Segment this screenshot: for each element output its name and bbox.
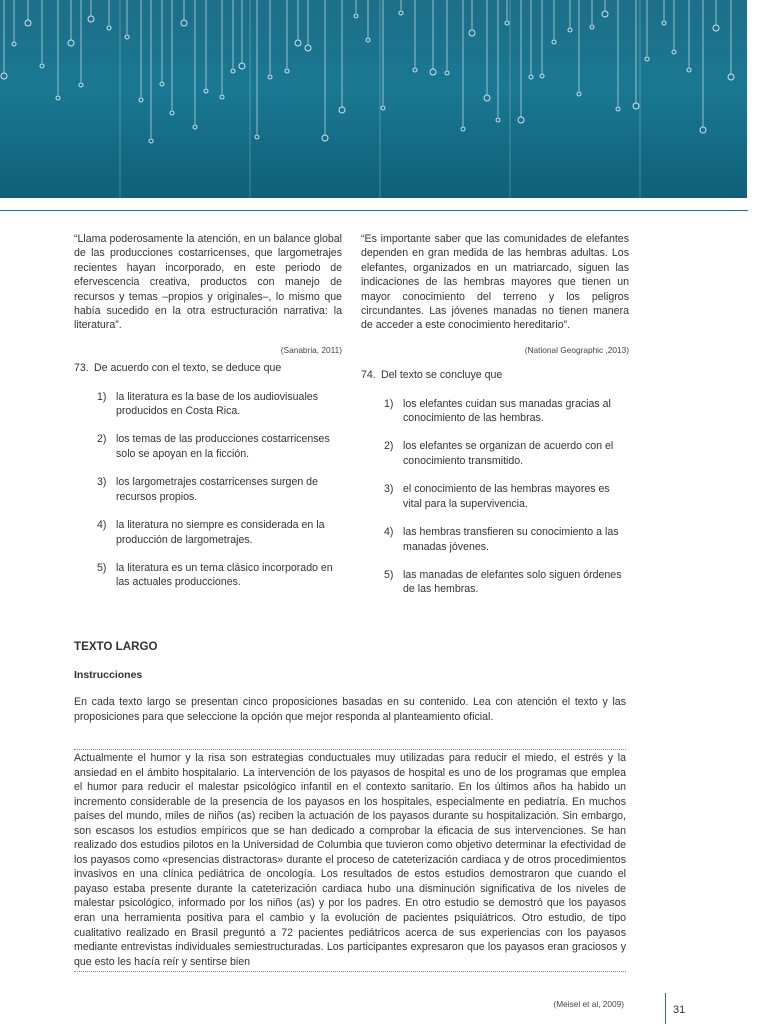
section-instructions: En cada texto largo se presentan cinco proposiciones basadas en su contenido. Lea con atención el texto y las proposiciones para que seleccione la opción que mejor responda al planteamiento oficial. xyxy=(74,696,626,723)
option-number: 2) xyxy=(97,433,107,446)
question-stem xyxy=(74,361,342,375)
option-text: las hembras transfieren su conocimiento a las manadas jóvenes. xyxy=(403,526,619,553)
option-number: 4) xyxy=(384,526,394,539)
quote-citation: (National Geographic ,2013) xyxy=(524,344,629,355)
option-item[interactable] xyxy=(97,390,342,419)
option-number: 1) xyxy=(384,397,394,410)
option-item[interactable] xyxy=(97,561,342,590)
option-text: los elefantes se organizan de acuerdo con el conocimiento transmitido. xyxy=(403,440,614,467)
option-text: la literatura no siempre es considerada en la producción de largometrajes. xyxy=(116,519,325,546)
option-item[interactable] xyxy=(97,475,342,504)
option-text: la literatura es un tema clásico incorporado en las actuales producciones. xyxy=(116,561,333,589)
section-subtitle: Instrucciones xyxy=(74,669,143,681)
option-text: las manadas de elefantes solo siguen órdenes de las hembras. xyxy=(403,568,622,596)
option-text: la literatura es la base de los audiovisuales producidos en Costa Rica. xyxy=(116,390,318,418)
option-item[interactable] xyxy=(384,525,629,554)
long-text-passage: Actualmente el humor y la risa son estrategias conductuales muy utilizadas para reducir el miedo, el estrés y la ansiedad en el ámbito hospitalario. La intervención de los payasos de hospital es uno de los programas que emplea el humor para reducir el malestar psicológico infantil en el contexto sanitario. En los últimos años ha habido un incremento considerable de la presencia de los payasos en los hospitales, especialmente en pediatría. En muchos países del mundo, miles de niños (as) reciben la actuación de los payasos durante su hospitalización. Sin embargo, son escasos los estudios empíricos que se han dedicado a comprobar la eficacia de sus intervenciones. Se han realizado dos estudios pilotos en la Universidad de Columbia que tuvieron como objetivo determinar la efectividad de los payasos como «presencias distractoras» durante el proceso de cateterización cardiaca y de otros procedimientos invasivos en una clínica pediátrica de oncología. Los resultados de estos estudios demostraron que cuando el payaso estaba presente durante la cateterización cardiaca hubo una disminución significativa de los niveles de malestar psicológico, informado por los niños (as) y por los padres. En otro estudio se demostró que los payasos eran una herramienta positiva para el cambio y la evolución de pacientes psiquiátricos. Otro estudio, de tipo cualitativo realizado en Brasil preguntó a 72 pacientes pediátricos acerca de sus experiencias con los payasos mediante entrevistas individuales semiestructuradas. Los participantes expresaron que los payasos eran graciosos y que esto les hacía reír y sentirse bien xyxy=(74,749,626,972)
option-item[interactable] xyxy=(384,568,629,597)
option-number: 3) xyxy=(97,476,107,489)
option-number: 3) xyxy=(384,483,394,496)
question-text: Del texto se concluye que xyxy=(381,369,503,382)
question-stem xyxy=(361,368,629,382)
quote-citation: (Sanabria, 2011) xyxy=(280,344,342,355)
option-item[interactable] xyxy=(384,482,629,511)
answer-options xyxy=(97,390,342,590)
option-number: 1) xyxy=(97,390,107,403)
question-text: De acuerdo con el texto, se deduce que xyxy=(94,362,282,375)
option-text: los largometrajes costarricenses surgen de recursos propios. xyxy=(116,476,318,503)
page-number: 31 xyxy=(673,1004,686,1016)
quote-text: “Llama poderosamente la atención, en un balance global de las producciones costarricenses, que largometrajes recientes hayan incorporado, en este periodo de efervescencia creativa, productos con manejo de recursos y temas –propios y originales–, lo mismo que había sucedido en la otra estructuración narrativa: la literatura”. xyxy=(74,233,342,332)
option-text: los temas de las producciones costarricenses solo se apoyan en la ficción. xyxy=(116,433,330,460)
option-item[interactable] xyxy=(97,518,342,547)
quote-text: “Es importante saber que las comunidades de elefantes dependen en gran medida de las hembras adultas. Los elefantes, organizados en un matriarcado, siguen las indicaciones de las hembras mayores que tienen un mayor conocimiento del terreno y los peligros circundantes. Las jóvenes manadas no tienen manera de acceder a este conocimiento hereditario”. xyxy=(361,233,629,332)
option-item[interactable] xyxy=(384,439,629,468)
option-text: el conocimiento de las hembras mayores es vital para la supervivencia. xyxy=(403,483,610,510)
option-text: los elefantes cuidan sus manadas gracias al conocimiento de las hembras. xyxy=(403,397,611,425)
answer-options xyxy=(384,397,629,597)
long-text-citation: (Meisel et al, 2009) xyxy=(553,999,624,1009)
question-number: 73. xyxy=(74,362,89,375)
option-number: 5) xyxy=(384,568,394,581)
question-number: 74. xyxy=(361,369,376,382)
question-73-block xyxy=(74,232,342,604)
page-number-divider xyxy=(665,993,666,1024)
section-title: TEXTO LARGO xyxy=(74,640,158,653)
header-banner xyxy=(0,0,747,198)
option-item[interactable] xyxy=(97,432,342,461)
question-74-block xyxy=(361,232,629,611)
option-number: 2) xyxy=(384,440,394,453)
decorative-droplets xyxy=(0,0,747,198)
option-number: 5) xyxy=(97,561,107,574)
option-number: 4) xyxy=(97,519,107,532)
banner-divider xyxy=(0,210,748,211)
option-item[interactable] xyxy=(384,397,629,426)
